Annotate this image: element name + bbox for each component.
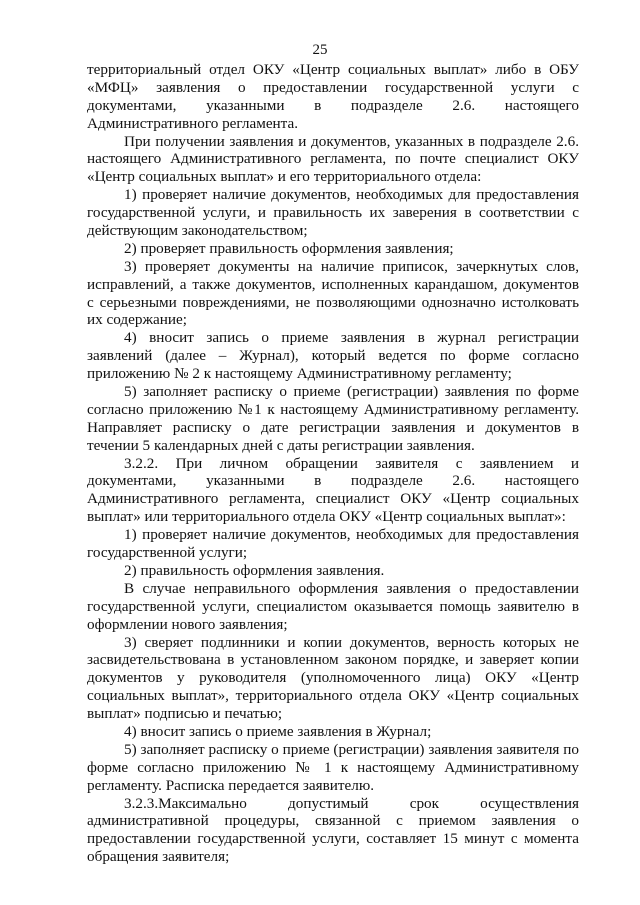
text-line: При получении заявления и документов, указанных в подразделе 2.6. bbox=[124, 132, 579, 150]
text-line: «МФЦ» заявления о предоставлении государственной услуги с bbox=[87, 78, 579, 96]
text-line: «Центр социальных выплат» и его территориального отдела: bbox=[87, 168, 482, 186]
text-line: обращения заявителя; bbox=[87, 848, 230, 866]
text-line: 4) вносит запись о приеме заявления в журнал регистрации bbox=[124, 329, 579, 347]
text-line: В случае неправильного оформления заявления о предоставлении bbox=[124, 579, 579, 597]
text-line: Административного регламента, специалист ОКУ «Центр социальных bbox=[87, 490, 579, 508]
text-line: 1) проверяет наличие документов, необходимых для предоставления bbox=[124, 526, 579, 544]
text-line: исправлений, а также документов, исполненных карандашом, документов bbox=[87, 275, 579, 293]
text-line: 2) проверяет правильность оформления заявления; bbox=[124, 239, 454, 257]
text-line: 5) заполняет расписку о приеме (регистрации) заявления по форме bbox=[124, 383, 579, 401]
text-line: административной процедуры, связанной с приемом заявления о bbox=[87, 812, 579, 830]
text-line: государственной услуги; bbox=[87, 544, 248, 562]
text-line: 3.2.2. При личном обращении заявителя с заявлением и bbox=[124, 454, 579, 472]
document-body bbox=[87, 61, 579, 866]
text-line: форме согласно приложению № 1 к настоящему Административному bbox=[87, 758, 579, 776]
text-line: заявлений (далее – Журнал), который ведется по форме согласно bbox=[87, 347, 579, 365]
text-line: Направляет расписку о дате регистрации заявления и документов в bbox=[87, 418, 579, 436]
text-line: 3) сверяет подлинники и копии документов, верность которых не bbox=[124, 633, 579, 651]
text-line: регламенту. Расписка передается заявителю. bbox=[87, 776, 374, 794]
text-line: оформлении нового заявления; bbox=[87, 615, 288, 633]
text-line: 4) вносит запись о приеме заявления в Журнал; bbox=[124, 722, 432, 740]
text-line: выплат» подписью и печатью; bbox=[87, 705, 283, 723]
text-line: предоставлении государственной услуги, составляет 15 минут с момента bbox=[87, 830, 579, 848]
text-line: 3.2.3.Максимально допустимый срок осуществления bbox=[124, 794, 579, 812]
text-line: согласно приложению №1 к настоящему Административному регламенту. bbox=[87, 400, 579, 418]
text-line: 2) правильность оформления заявления. bbox=[124, 561, 385, 579]
page-number: 25 bbox=[312, 42, 328, 58]
text-line: их содержание; bbox=[87, 311, 187, 329]
text-line: документами, указанными в подразделе 2.6. настоящего bbox=[87, 472, 579, 490]
text-line: документами, указанными в подразделе 2.6. настоящего bbox=[87, 96, 579, 114]
text-line: документов у руководителя (уполномоченного лица) ОКУ «Центр bbox=[87, 669, 579, 687]
text-line: государственной услуги, специалистом оказывается помощь заявителю в bbox=[87, 597, 579, 615]
text-line: действующим законодательством; bbox=[87, 222, 308, 240]
text-line: 5) заполняет расписку о приеме (регистрации) заявления заявителя по bbox=[124, 740, 579, 758]
text-line: настоящего Административного регламента, по почте специалист ОКУ bbox=[87, 150, 579, 168]
text-line: засвидетельствована в установленном законом порядке, и заверяет копии bbox=[87, 651, 579, 669]
text-line: территориальный отдел ОКУ «Центр социальных выплат» либо в ОБУ bbox=[87, 61, 579, 78]
text-line: с серьезными повреждениями, не позволяющими однозначно истолковать bbox=[87, 293, 579, 311]
text-line: течении 5 календарных дней с даты регистрации заявления. bbox=[87, 436, 475, 454]
text-line: Административного регламента. bbox=[87, 114, 299, 132]
text-line: выплат» или территориального отдела ОКУ «Центр социальных выплат»: bbox=[87, 508, 566, 526]
text-line: 1) проверяет наличие документов, необходимых для предоставления bbox=[124, 186, 579, 204]
text-line: приложению № 2 к настоящему Административному регламенту; bbox=[87, 365, 512, 383]
text-line: государственной услуги, и правильность их заверения в соответствии с bbox=[87, 204, 579, 222]
text-line: 3) проверяет документы на наличие приписок, зачеркнутых слов, bbox=[124, 257, 579, 275]
text-line: социальных выплат», территориального отдела ОКУ «Центр социальных bbox=[87, 687, 579, 705]
